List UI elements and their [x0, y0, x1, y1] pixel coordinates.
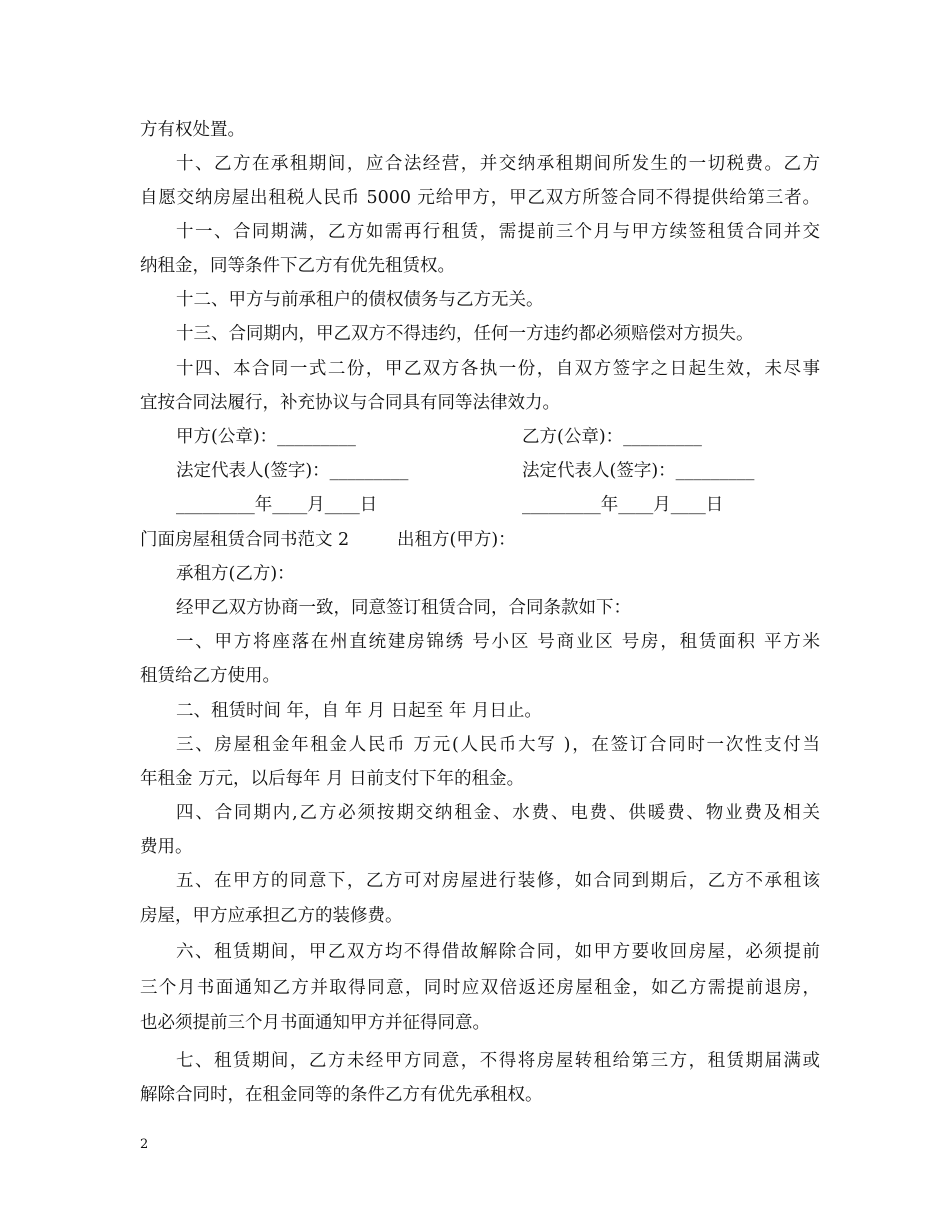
party-a-representative-line: 法定代表人(签字)：_________	[176, 461, 409, 481]
s2-clause-6-line-2: 三个月书面通知乙方并取得同意，同时应双倍返还房屋租金，如乙方需提前退房，	[140, 978, 820, 998]
s2-clause-1-line-2: 租赁给乙方使用。	[140, 666, 280, 686]
clause-11-line-2: 纳租金，同等条件下乙方有优先租赁权。	[140, 256, 455, 276]
party-b-seal-line: 乙方(公章)：_________	[522, 427, 702, 447]
s2-clause-4-line-1: 四、合同期内,乙方必须按期交纳租金、水费、电费、供暖费、物业费及相关	[176, 803, 820, 823]
page-number: 2	[140, 1137, 149, 1152]
s2-clause-6-line-1: 六、租赁期间，甲乙双方均不得借故解除合同，如甲方要收回房屋，必须提前	[176, 942, 820, 962]
clause-10-line-2: 自愿交纳房屋出租税人民币 5000 元给甲方，甲乙双方所签合同不得提供给第三者。	[140, 188, 820, 208]
party-a-seal-line: 甲方(公章)：_________	[176, 427, 356, 447]
clause-11-line-1: 十一、合同期满，乙方如需再行租赁，需提前三个月与甲方续签租赁合同并交	[176, 222, 820, 242]
paragraph-continuation: 方有权处置。	[140, 120, 245, 140]
party-b-representative-line: 法定代表人(签字)：_________	[522, 461, 755, 481]
lessee-label: 承租方(乙方)：	[176, 564, 295, 584]
s2-clause-3-line-1: 三、房屋租金年租金人民币 万元(人民币大写 )，在签订合同时一次性支付当	[176, 735, 820, 755]
s2-clause-1-line-1: 一、甲方将座落在州直统建房锦绣 号小区 号商业区 号房，租赁面积 平方米	[176, 632, 820, 652]
s2-clause-7-line-2: 解除合同时，在租金同等的条件乙方有优先承租权。	[140, 1085, 543, 1105]
clause-12: 十二、甲方与前承租户的债权债务与乙方无关。	[176, 290, 544, 310]
clause-14-line-1: 十四、本合同一式二份，甲乙双方各执一份，自双方签字之日起生效，未尽事	[176, 359, 820, 379]
s2-clause-4-line-2: 费用。	[140, 837, 193, 857]
party-b-date-line: _________年____月____日	[522, 495, 724, 515]
s2-clause-5-line-1: 五、在甲方的同意下，乙方可对房屋进行装修，如合同到期后，乙方不承租该	[176, 871, 820, 891]
s2-clause-3-line-2: 年租金 万元，以后每年 月 日前支付下年的租金。	[140, 769, 525, 789]
s2-clause-5-line-2: 房屋，甲方应承担乙方的装修费。	[140, 906, 403, 926]
contract-intro: 经甲乙双方协商一致，同意签订租赁合同，合同条款如下：	[176, 598, 631, 618]
party-a-date-line: _________年____月____日	[176, 495, 378, 515]
sample-2-title: 门面房屋租赁合同书范文 2	[140, 530, 350, 550]
s2-clause-2: 二、租赁时间 年，自 年 月 日起至 年 月日止。	[176, 701, 542, 721]
s2-clause-7-line-1: 七、租赁期间，乙方未经甲方同意，不得将房屋转租给第三方，租赁期届满或	[176, 1051, 820, 1071]
clause-14-line-2: 宜按合同法履行，补充协议与合同具有同等法律效力。	[140, 393, 560, 413]
s2-clause-6-line-3: 也必须提前三个月书面通知甲方并征得同意。	[140, 1013, 490, 1033]
clause-13: 十三、合同期内，甲乙双方不得违约，任何一方违约都必须赔偿对方损失。	[176, 324, 754, 344]
clause-10-line-1: 十、乙方在承租期间，应合法经营，并交纳承租期间所发生的一切税费。乙方	[176, 154, 820, 174]
lessor-label: 出租方(甲方)：	[397, 530, 516, 550]
